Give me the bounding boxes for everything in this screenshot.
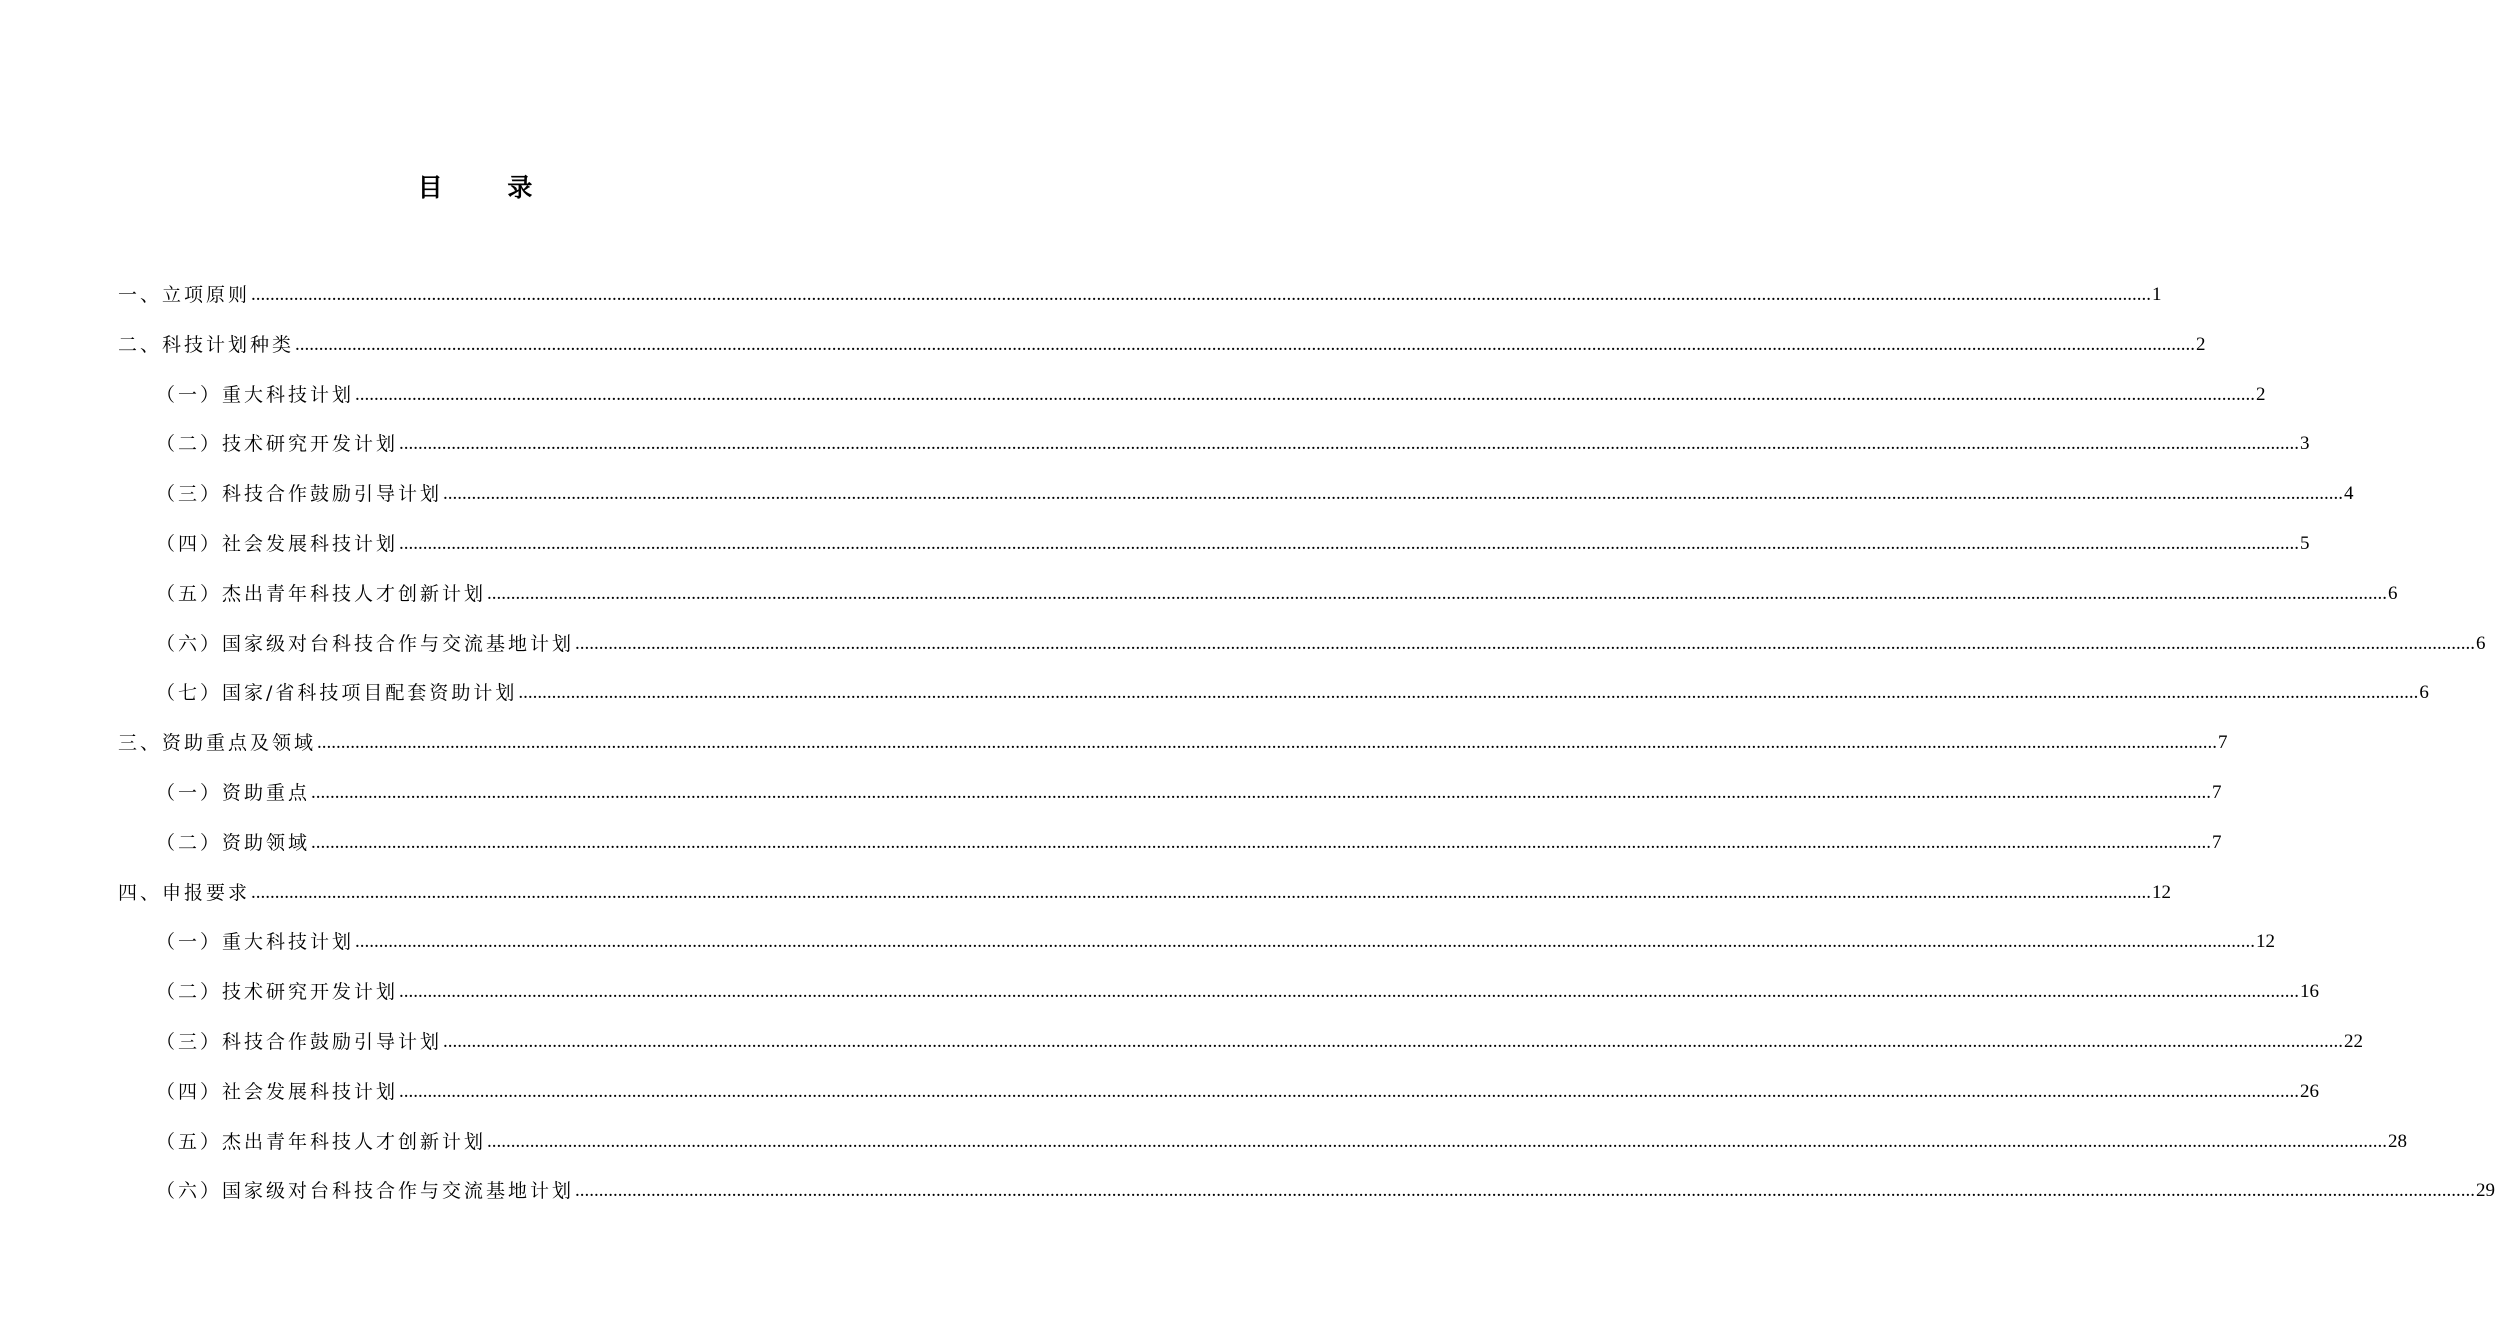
toc-entry[interactable] (156, 915, 2276, 955)
toc-entry-title: （五）杰出青年科技人才创新计划 (156, 1130, 487, 1153)
toc-entry-title: （三）科技合作鼓励引导计划 (156, 1031, 443, 1053)
toc-entry[interactable] (118, 268, 2162, 308)
toc-page-number: 3 (2300, 433, 2310, 455)
toc-page-number: 28 (2388, 1130, 2408, 1152)
toc-entry-title: （二）技术研究开发计划 (156, 981, 399, 1004)
toc-dot-leader: ................................................................................................................................................................................................................................................................................................................................................................................................................ (295, 333, 2196, 355)
toc-page-number: 12 (2256, 931, 2276, 953)
toc-dot-leader: ................................................................................................................................................................................................................................................................................................................................................................................................................ (399, 533, 2300, 554)
toc-entry[interactable] (156, 467, 2354, 507)
page-title: 目 录 (417, 173, 561, 202)
toc-entry[interactable] (156, 1164, 2495, 1204)
toc-entry-title: 一、立项原则 (118, 284, 251, 306)
toc-entry[interactable] (156, 816, 2222, 856)
toc-page-number: 26 (2300, 1080, 2320, 1102)
toc-entry-title: （七）国家/省科技项目配套资助计划 (156, 682, 518, 705)
toc-page-number: 22 (2344, 1031, 2364, 1052)
toc-dot-leader: ................................................................................................................................................................................................................................................................................................................................................................................................................ (399, 981, 2300, 1003)
toc-dot-leader: ................................................................................................................................................................................................................................................................................................................................................................................................................ (311, 831, 2212, 853)
toc-entry[interactable] (156, 1115, 2408, 1155)
toc-entry-title: 二、科技计划种类 (118, 333, 295, 356)
toc-entry[interactable] (156, 965, 2320, 1005)
toc-page-number: 7 (2218, 732, 2228, 754)
toc-entry-title: （一）重大科技计划 (156, 931, 355, 954)
toc-entry-title: （四）社会发展科技计划 (156, 533, 399, 555)
toc-page-number: 12 (2152, 881, 2172, 903)
toc-page-number: 2 (2196, 333, 2206, 355)
toc-dot-leader: ................................................................................................................................................................................................................................................................................................................................................................................................................ (355, 383, 2256, 405)
toc-entry-title: （三）科技合作鼓励引导计划 (156, 483, 443, 506)
toc-page-number: 6 (2388, 582, 2398, 604)
toc-entry-title: 四、申报要求 (118, 881, 251, 904)
toc-page-number: 4 (2344, 483, 2354, 505)
toc-dot-leader: ................................................................................................................................................................................................................................................................................................................................................................................................................ (443, 483, 2344, 505)
toc-dot-leader: ................................................................................................................................................................................................................................................................................................................................................................................................................ (487, 1130, 2388, 1152)
toc-entry-title: （四）社会发展科技计划 (156, 1080, 399, 1103)
toc-dot-leader: ................................................................................................................................................................................................................................................................................................................................................................................................................ (311, 782, 2212, 803)
toc-entry[interactable] (156, 617, 2486, 657)
toc-page-number: 6 (2476, 632, 2486, 654)
toc-entry-title: （五）杰出青年科技人才创新计划 (156, 582, 487, 605)
toc-entry[interactable] (118, 318, 2206, 358)
toc-entry[interactable] (156, 666, 2429, 706)
toc-page-number: 7 (2212, 831, 2222, 853)
toc-dot-leader: ................................................................................................................................................................................................................................................................................................................................................................................................................ (575, 1180, 2476, 1202)
toc-entry-title: （六）国家级对台科技合作与交流基地计划 (156, 632, 575, 655)
toc-page-number: 16 (2300, 981, 2320, 1003)
toc-dot-leader: ................................................................................................................................................................................................................................................................................................................................................................................................................ (317, 732, 2218, 754)
toc-page-number: 6 (2419, 682, 2429, 704)
toc-dot-leader: ................................................................................................................................................................................................................................................................................................................................................................................................................ (487, 582, 2388, 604)
toc-entry[interactable] (156, 766, 2222, 806)
toc-page-number: 29 (2476, 1180, 2495, 1202)
toc-page-number: 7 (2212, 782, 2222, 803)
toc-entry[interactable] (156, 368, 2266, 408)
toc-page-number: 1 (2152, 284, 2162, 305)
toc-dot-leader: ................................................................................................................................................................................................................................................................................................................................................................................................................ (399, 433, 2300, 455)
toc-page-number: 2 (2256, 383, 2266, 405)
toc-dot-leader: ................................................................................................................................................................................................................................................................................................................................................................................................................ (355, 931, 2256, 953)
toc-entry[interactable] (156, 417, 2310, 457)
toc-entry[interactable] (156, 567, 2398, 607)
toc-entry-title: （六）国家级对台科技合作与交流基地计划 (156, 1180, 575, 1203)
toc-dot-leader: ................................................................................................................................................................................................................................................................................................................................................................................................................ (251, 881, 2152, 903)
toc-entry-title: （二）技术研究开发计划 (156, 433, 399, 456)
toc-dot-leader: ................................................................................................................................................................................................................................................................................................................................................................................................................ (518, 682, 2419, 704)
toc-dot-leader: ................................................................................................................................................................................................................................................................................................................................................................................................................ (399, 1080, 2300, 1102)
toc-page-number: 5 (2300, 533, 2310, 554)
toc-dot-leader: ................................................................................................................................................................................................................................................................................................................................................................................................................ (575, 632, 2476, 654)
toc-entry[interactable] (118, 716, 2228, 756)
toc-entry[interactable] (156, 1065, 2320, 1105)
toc-entry[interactable] (118, 866, 2172, 906)
toc-entry-title: （二）资助领域 (156, 831, 311, 854)
toc-entry[interactable] (156, 517, 2310, 557)
toc-dot-leader: ................................................................................................................................................................................................................................................................................................................................................................................................................ (443, 1031, 2344, 1052)
toc-entry-title: （一）重大科技计划 (156, 383, 355, 406)
toc-dot-leader: ................................................................................................................................................................................................................................................................................................................................................................................................................ (251, 284, 2152, 305)
toc-entry-title: （一）资助重点 (156, 782, 311, 804)
toc-entry[interactable] (156, 1015, 2364, 1055)
toc-entry-title: 三、资助重点及领域 (118, 732, 317, 755)
